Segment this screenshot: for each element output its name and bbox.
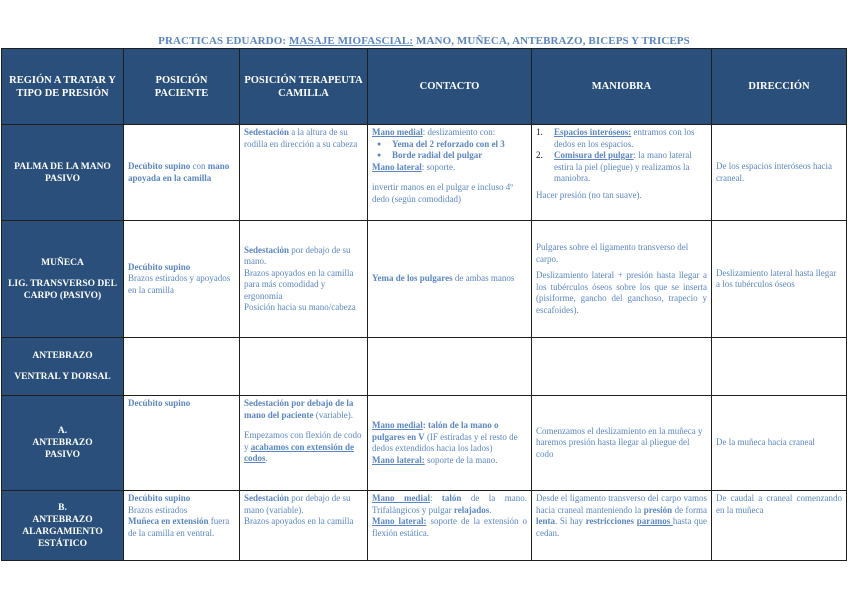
terapeuta-palma: Sedestación a la altura de su rodilla en dirección a su cabeza (240, 125, 368, 221)
direccion-b: De caudal a craneal comenzando en la muñeca (712, 491, 847, 561)
terapeuta-muneca: Sedestación por debajo de su mano. Brazos apoyados en la camilla para más comodidad y ergonomía Posición hacia su mano/cabeza (240, 221, 368, 338)
table-row (2, 396, 847, 491)
direccion-a: De la muñeca hacia craneal (712, 396, 847, 491)
direccion-muneca: Deslizamiento lateral hasta llegar a los tubérculos óseos (712, 221, 847, 338)
title-prefix: PRACTICAS EDUARDO: (158, 35, 287, 47)
empty-cell (368, 338, 532, 396)
treatment-table (1, 48, 847, 561)
paciente-b: Decúbito supino Brazos estirados Muñeca en extensión fuera de la camilla en ventral. (124, 491, 240, 561)
terapeuta-b: Sedestación por debajo de su mano (variable). Brazos apoyados en la camilla (240, 491, 368, 561)
table-row (2, 125, 847, 221)
maniobra-palma (532, 125, 712, 221)
region-antebrazo: ANTEBRAZO VENTRAL Y DORSAL (2, 338, 124, 396)
header-row (2, 49, 847, 125)
paciente-muneca: Decúbito supino Brazos estirados y apoyados en la camilla (124, 221, 240, 338)
terapeuta-a: Sedestación por debajo de la mano del paciente (variable). Empezamos con flexión de codo y acabamos con extensión de codos. (240, 396, 368, 491)
list-item: 1. Espacios interóseos: entramos con los dedos en los espacios. (536, 127, 695, 149)
contacto-a: Mano medial: talón de la mano o pulgares en V (IF estiradas y el resto de dedos extendidos hacia los lados) Mano lateral: soporte de la mano. (368, 396, 532, 491)
region-palma: PALMA DE LA MANO PASIVO (2, 125, 124, 221)
list-item: ● Borde radial del pulgar (392, 150, 527, 162)
header-contacto: CONTACTO (368, 49, 532, 125)
header-direccion: DIRECCIÓN (712, 49, 847, 125)
header-region: REGIÓN A TRATAR Y TIPO DE PRESIÓN (2, 49, 124, 125)
maniobra-b: Desde el ligamento transverso del carpo vamos hacia craneal manteniendo la presión de forma lenta. Si hay restricciones paramos hasta que cedan. (532, 491, 712, 561)
header-terapeuta: POSICIÓN TERAPEUTA CAMILLA (240, 49, 368, 125)
header-paciente: POSICIÓN PACIENTE (124, 49, 240, 125)
maniobra-muneca: Pulgares sobre el ligamento transverso del carpo. Deslizamiento lateral + presión hasta llegar a los tubérculos óseos sobre los que se inserta (pisiforme, gancho del ganchoso, trapecio y escafoides). (532, 221, 712, 338)
region-b: B. ANTEBRAZO ALARGAMIENTO ESTÁTICO (2, 491, 124, 561)
contacto-palma: Mano medial: deslizamiento con: ● Yema del 2 reforzado con el 3 ● Borde radial del pulgar Mano lateral: soporte. invertir manos en el pulgar e incluso 4º dedo (según comodidad) (368, 125, 532, 221)
paciente-palma: Decúbito supino con mano apoyada en la camilla (124, 125, 240, 221)
title-suffix: MANO, MUÑECA, ANTEBRAZO, BICEPS Y TRICEPS (416, 35, 690, 47)
document-title (0, 35, 848, 47)
region-muneca: MUÑECA LIG. TRANSVERSO DEL CARPO (PASIVO) (2, 221, 124, 338)
empty-cell (532, 338, 712, 396)
direccion-palma: De los espacios interóseos hacia craneal. (712, 125, 847, 221)
region-a: A. ANTEBRAZO PASIVO (2, 396, 124, 491)
table-row (2, 221, 847, 338)
header-maniobra: MANIOBRA (532, 49, 712, 125)
paciente-a: Decúbito supino (124, 396, 240, 491)
maniobra-note: Hacer presión (no tan suave). (536, 189, 642, 200)
contacto-note: invertir manos en el pulgar e incluso 4º dedo (según comodidad) (372, 182, 514, 204)
empty-cell (240, 338, 368, 396)
table-row (2, 338, 847, 396)
contacto-b: Mano medial: talón de la mano. Trifalángicos y pulgar relajados. Mano lateral: soporte de la extensión o flexión estática. (368, 491, 532, 561)
table-row (2, 491, 847, 561)
contacto-bullets (372, 139, 527, 162)
list-item: ● Yema del 2 reforzado con el 3 (392, 139, 527, 151)
empty-cell (124, 338, 240, 396)
maniobra-a: Comenzamos el deslizamiento en la muñeca y haremos presión hasta llegar al pliegue del codo (532, 396, 712, 491)
title-underlined: MASAJE MIOFASCIAL: (289, 35, 414, 47)
empty-cell (712, 338, 847, 396)
list-item: 2. Comisura del pulgar: la mano lateral estira la piel (pliegue) y realizamos la maniobra. (536, 150, 692, 183)
contacto-muneca: Yema de los pulgares de ambas manos (368, 221, 532, 338)
